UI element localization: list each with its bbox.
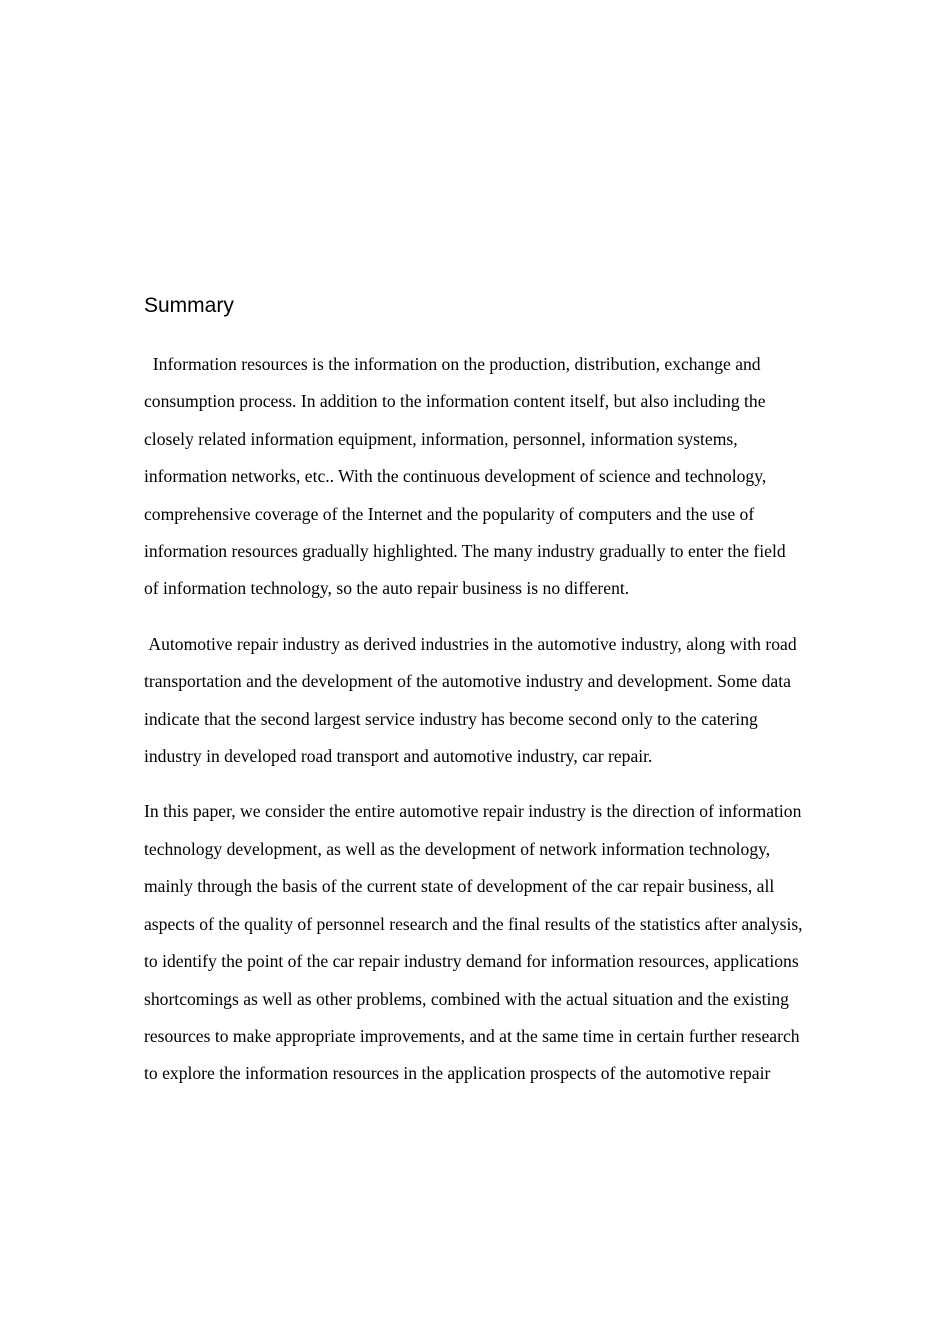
section-heading: Summary	[144, 294, 234, 317]
summary-paragraph-2: Automotive repair industry as derived industries in the automotive industry, along with road transportation and the development of the automotive industry and development. Some data indicate that the second largest service industry has become second only to the catering industry in developed road transport and automotive industry, car repair.	[144, 633, 802, 767]
summary-paragraph-1: Information resources is the information on the production, distribution, exchange and consumption process. In addition to the information content itself, but also including the closely related information equipment, information, personnel, information systems, information networks, etc.. With the continuous development of science and technology, comprehensive coverage of the Internet and the popularity of computers and the use of information resources gradually highlighted. The many industry gradually to enter the field of information technology, so the auto repair business is no different.	[144, 354, 791, 599]
document-body	[144, 290, 807, 1093]
summary-paragraph-3: In this paper, we consider the entire automotive repair industry is the direction of information technology development, as well as the development of network information technology, mainly through the basis of the current state of development of the car repair business, all aspects of the quality of personnel research and the final results of the statistics after analysis, to identify the point of the car repair industry demand for information resources, applications shortcomings as well as other problems, combined with the actual situation and the existing resources to make appropriate improvements, and at the same time in certain further research to explore the information resources in the application prospects of the automotive repair	[144, 801, 807, 1084]
